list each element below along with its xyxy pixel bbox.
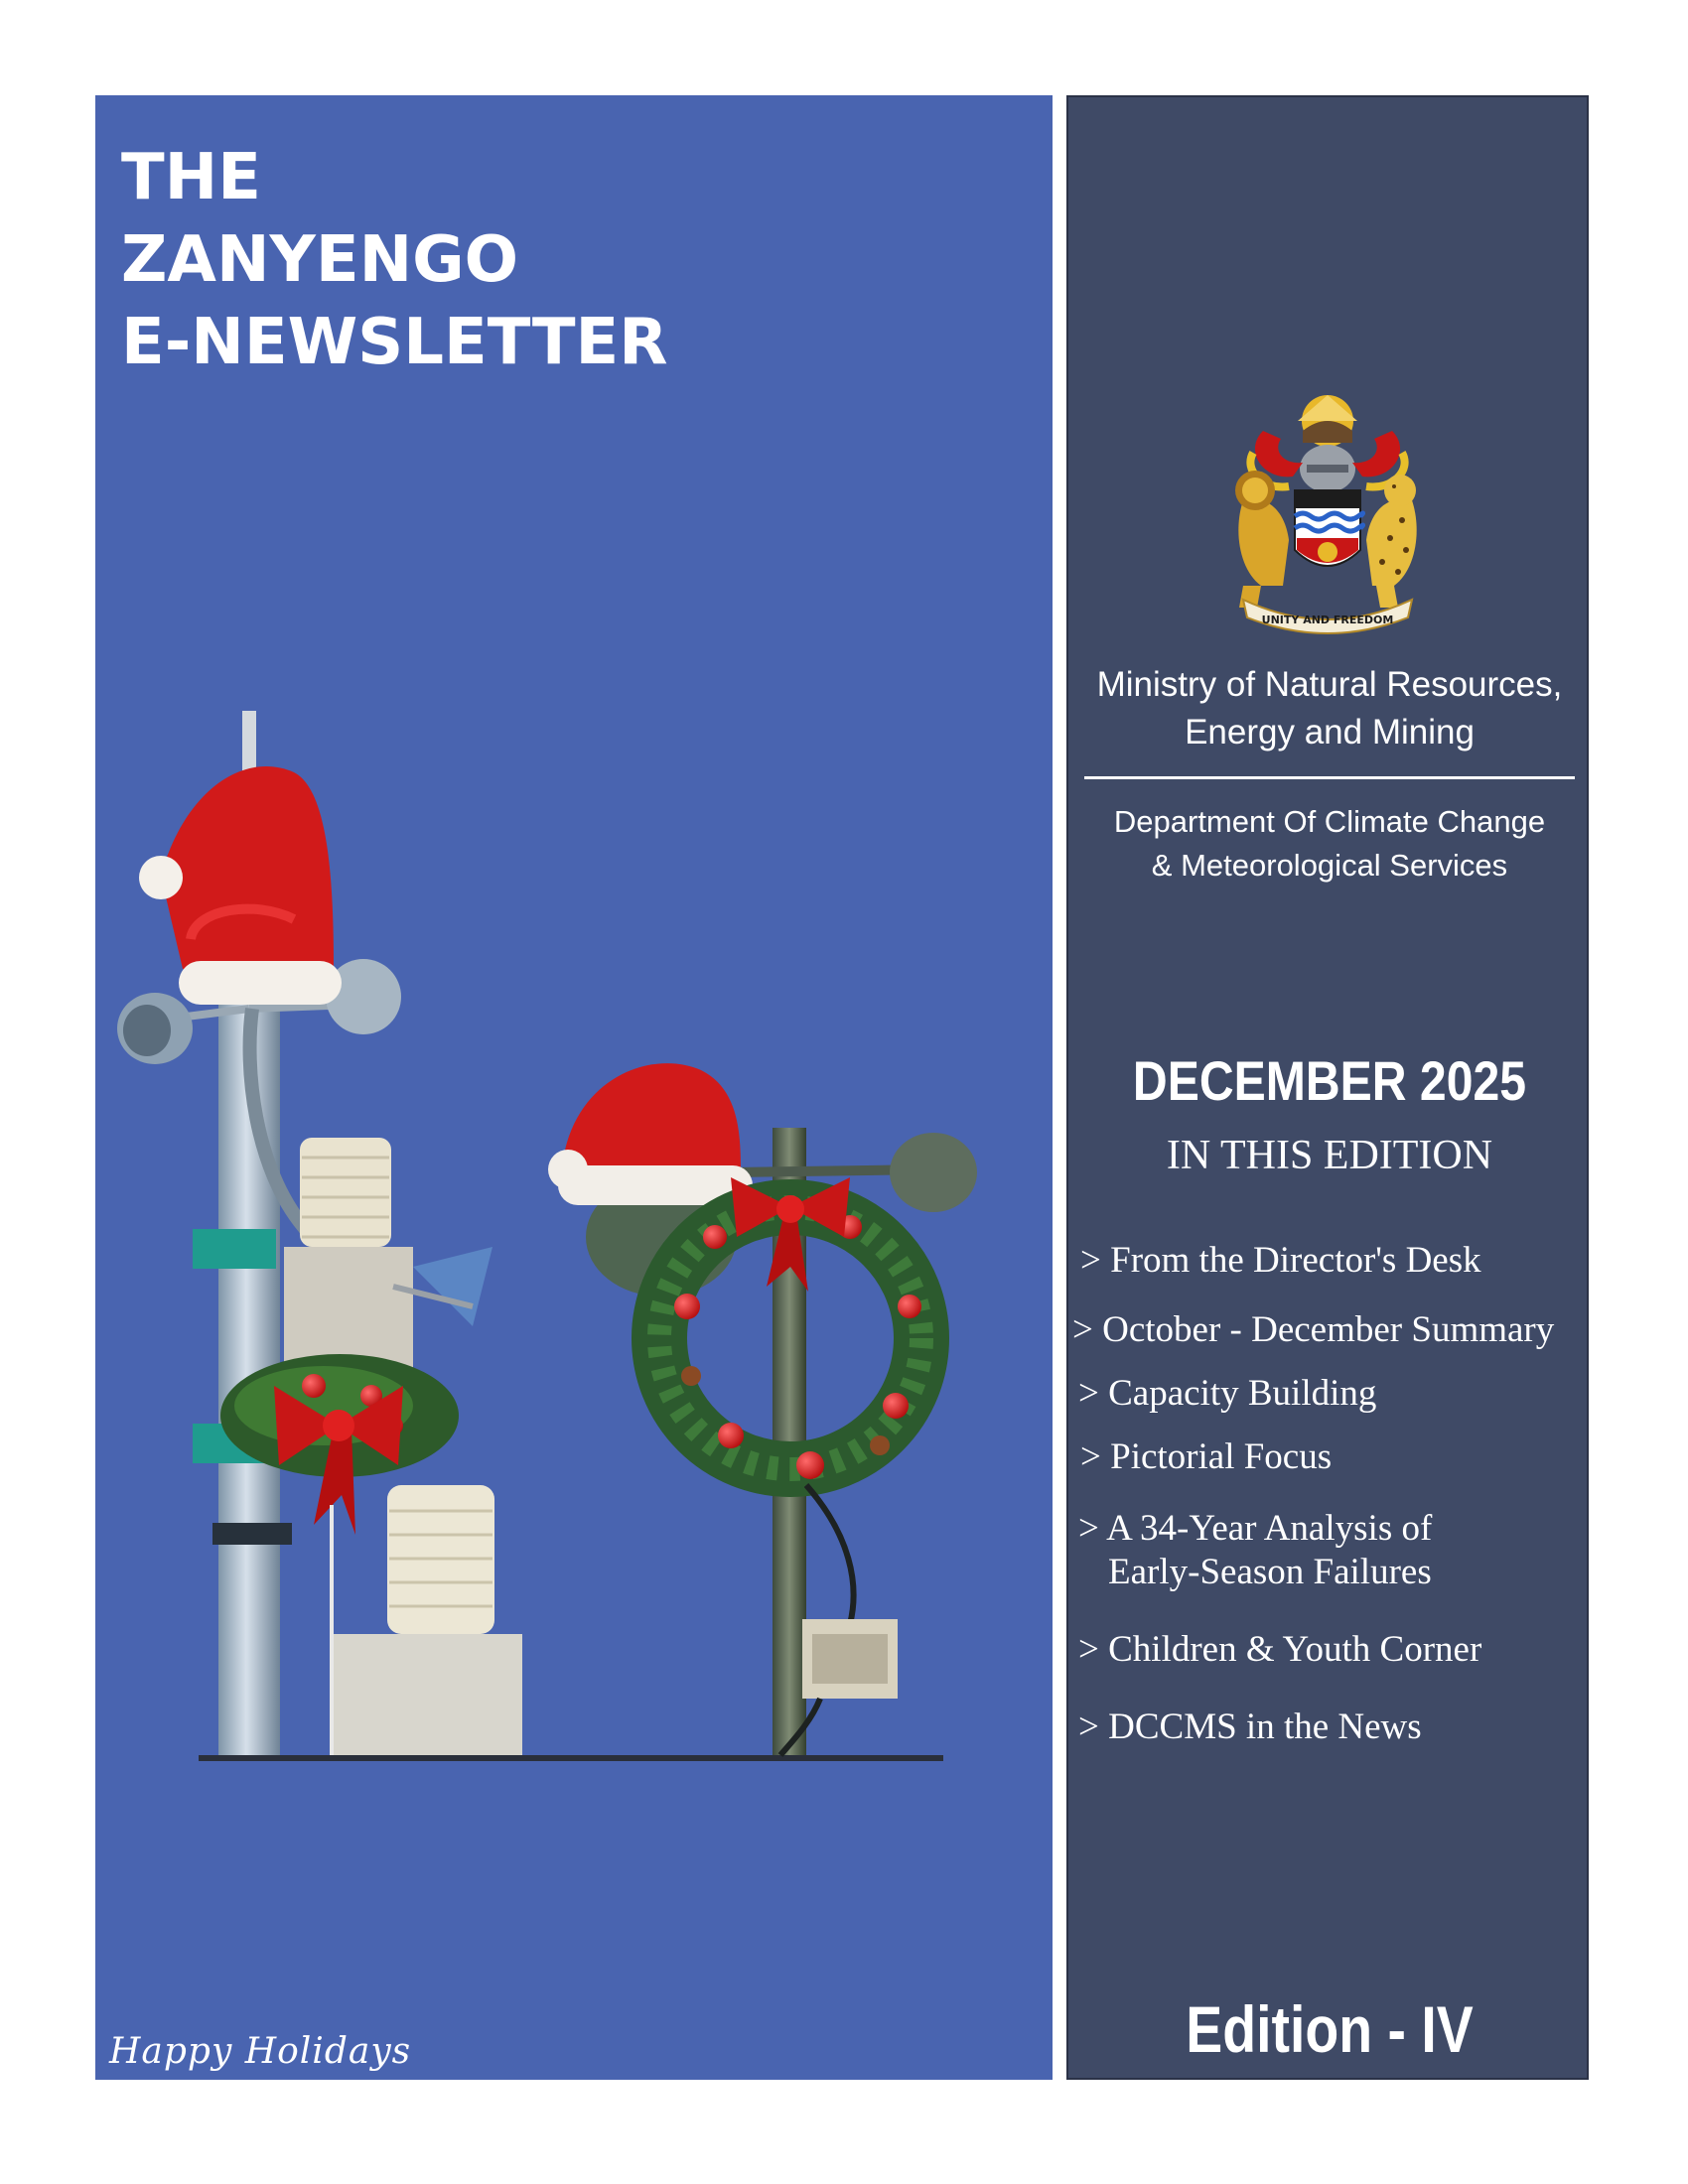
title-line-1: THE [121, 141, 261, 214]
right-anemometer-cup [890, 1133, 977, 1212]
wind-vane [413, 1247, 492, 1326]
toc-item-capacity-building[interactable]: > Capacity Building [1078, 1373, 1377, 1414]
department-name [1068, 800, 1591, 887]
radiation-shield-upper [300, 1138, 391, 1247]
toc-item-34-year-analysis-cont[interactable]: Early-Season Failures [1108, 1552, 1432, 1592]
holiday-greeting: Happy Holidays [109, 2031, 412, 2072]
contents-sidebar [1066, 95, 1589, 2080]
toc-item-pictorial-focus[interactable]: > Pictorial Focus [1080, 1436, 1333, 1477]
coat-of-arms-logo [1203, 391, 1452, 639]
toc-item-directors-desk[interactable]: > From the Director's Desk [1080, 1240, 1481, 1281]
department-line-1: Department Of Climate Change [1113, 804, 1546, 839]
toc-item-children-youth[interactable]: > Children & Youth Corner [1078, 1629, 1482, 1670]
department-line-2: & Meteorological Services [1151, 848, 1508, 883]
santa-hat-right [562, 1063, 741, 1177]
ministry-line-2: Energy and Mining [1185, 713, 1475, 751]
toc-item-dccms-news[interactable]: > DCCMS in the News [1078, 1706, 1422, 1747]
toc-item-oct-dec-summary[interactable]: > October - December Summary [1072, 1309, 1555, 1350]
ministry-name [1068, 661, 1591, 756]
edition-number: Edition - IV [1186, 1992, 1474, 2066]
title-line-2: ZANYENGO [121, 223, 519, 297]
sensor-base [330, 1634, 522, 1755]
ground-line [199, 1755, 943, 1761]
title-line-3: E-NEWSLETTER [121, 306, 668, 379]
crest-motto: UNITY AND FREEDOM [1261, 614, 1394, 626]
weather-station-illustration [95, 711, 1053, 1763]
issue-date: DECEMBER 2025 [1132, 1049, 1527, 1112]
bracket-upper [193, 1229, 276, 1269]
cover-panel [95, 95, 1053, 2080]
newsletter-title [121, 137, 668, 384]
contents-heading: IN THIS EDITION [1166, 1133, 1493, 1178]
toc-item-34-year-analysis[interactable]: > A 34-Year Analysis of [1078, 1508, 1433, 1549]
ministry-line-1: Ministry of Natural Resources, [1096, 665, 1563, 704]
section-divider [1084, 776, 1575, 779]
